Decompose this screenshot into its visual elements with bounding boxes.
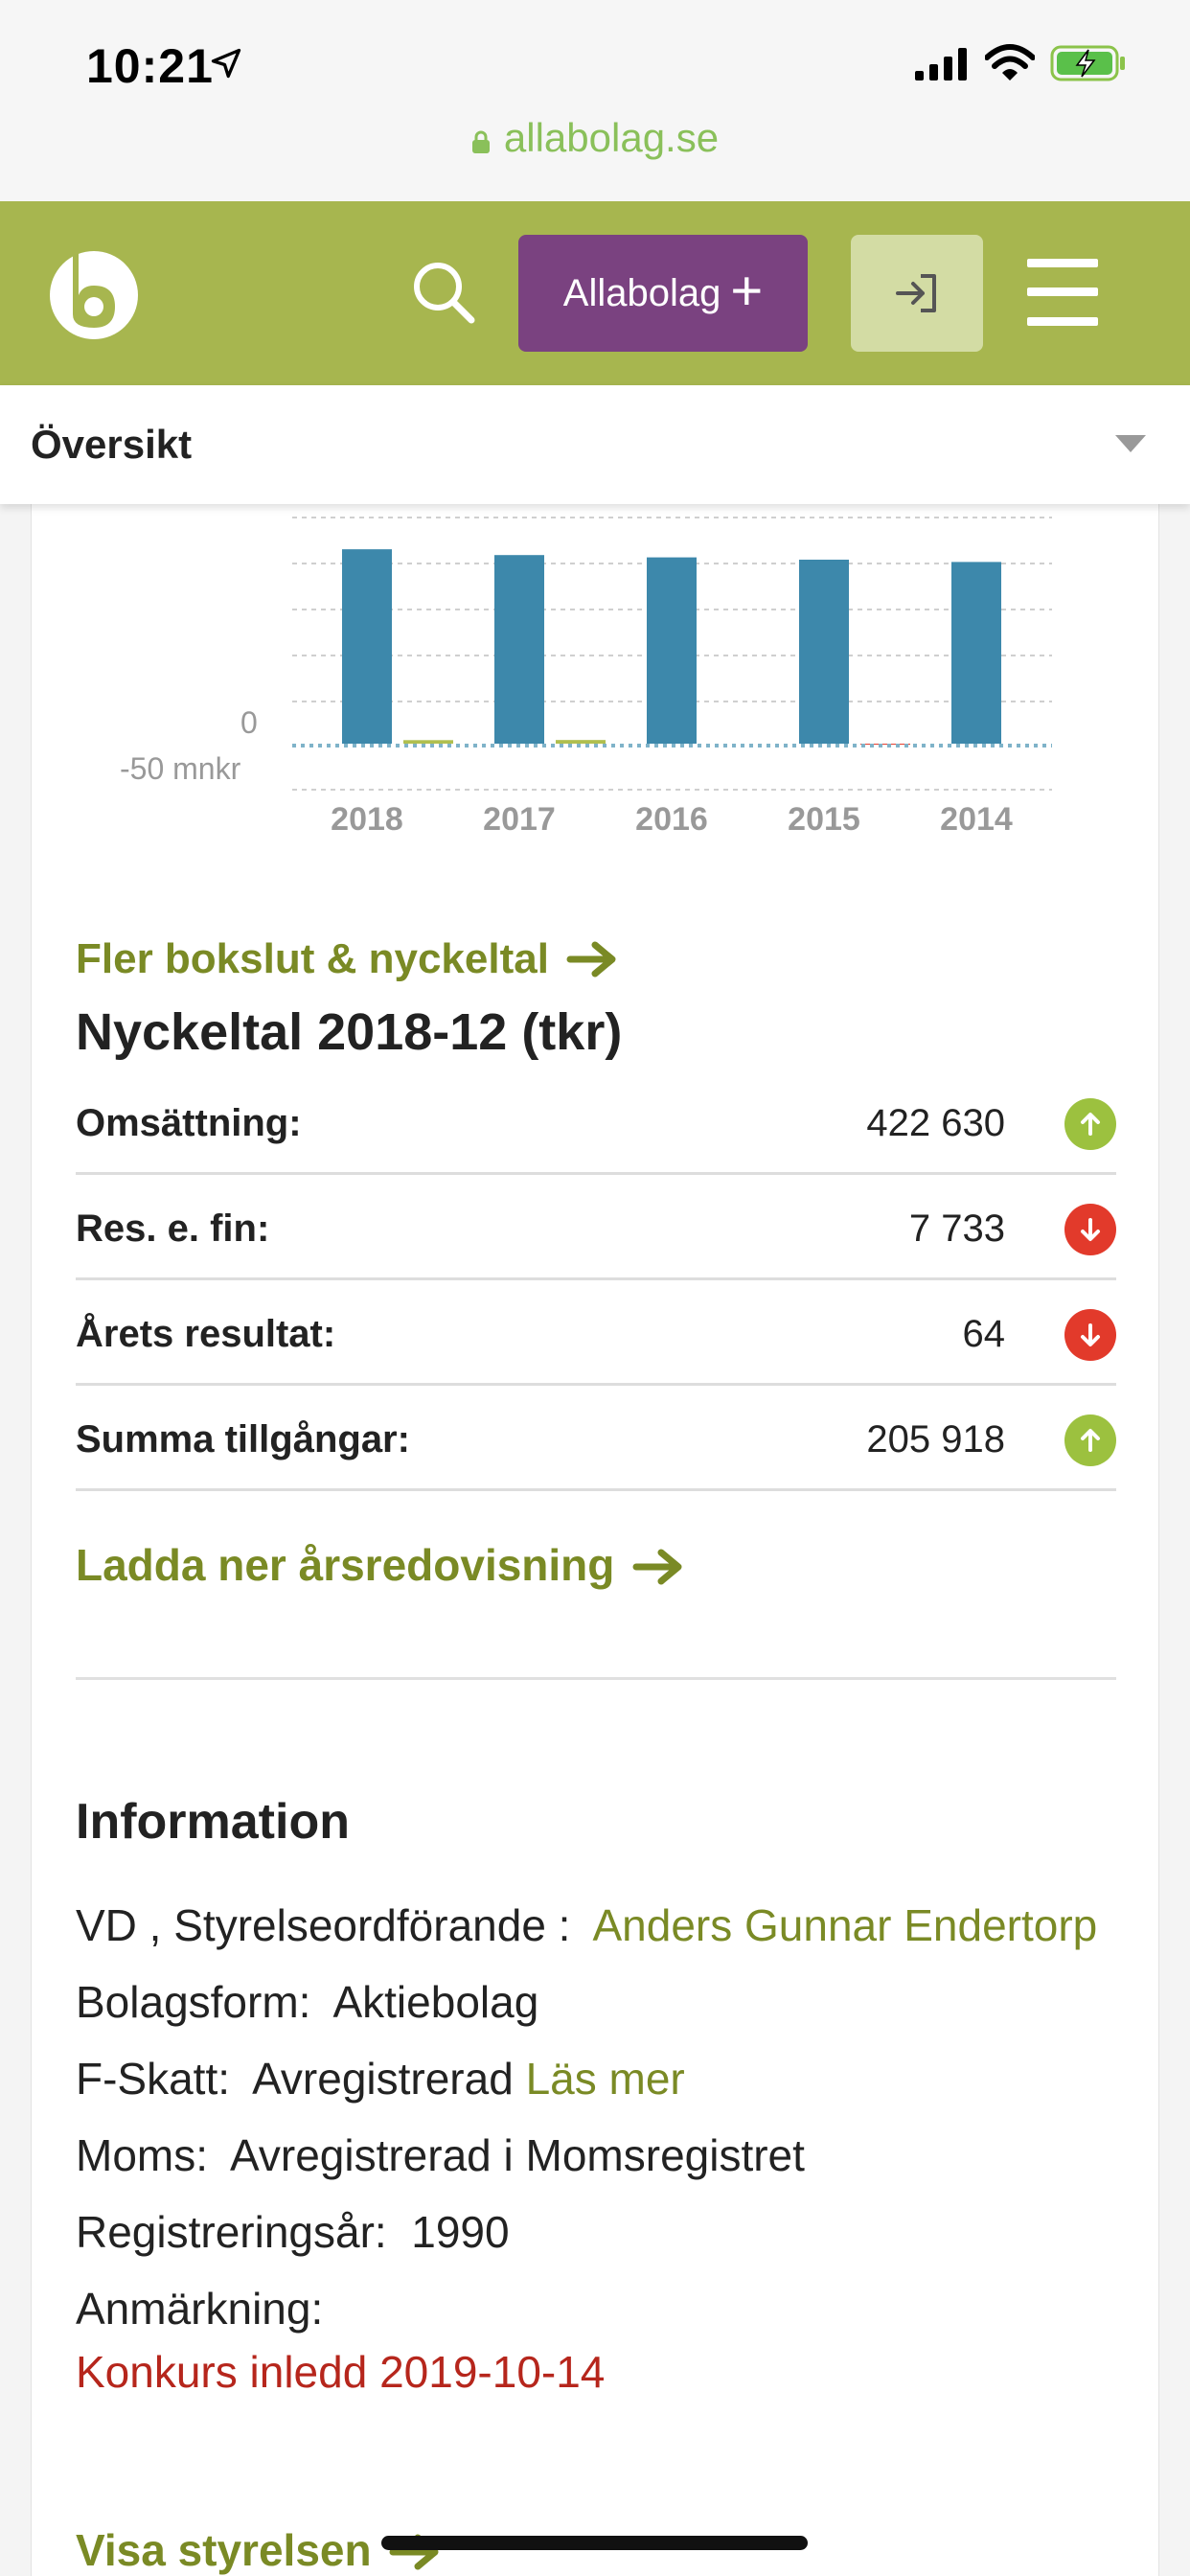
plus-icon: + [730,260,764,322]
information-heading: Information [76,1794,350,1850]
row-value: 64 [962,1313,1005,1355]
section-title: Översikt [31,422,193,467]
financial-chart [32,504,1160,849]
x-tick-2017: 2017 [483,801,556,838]
url-text: allabolag.se [503,115,720,160]
show-board-link[interactable] [76,2524,443,2576]
row-value: 422 630 [866,1102,1005,1144]
clock: 10:21 [86,39,214,93]
fskatt-value: Avregistrerad [252,2054,514,2104]
table-row [76,1386,1116,1491]
y-tick-neg50: -50 mnkr [120,751,241,786]
bolagsform-label: Bolagsform: [76,1977,311,2027]
reg-label: Registreringsår: [76,2207,387,2257]
x-tick-2016: 2016 [635,801,708,838]
lock-icon [471,130,491,153]
row-value: 7 733 [908,1208,1005,1250]
vd-label: VD , Styrelseordförande : [76,1900,571,1950]
trend-down-icon [1064,1204,1116,1255]
bolagsform-value: Aktiebolag [332,1977,539,2027]
bar-2015-primary [799,560,849,744]
bar-2018-primary [342,549,392,744]
login-button[interactable] [851,235,983,352]
allabolag-plus-label: Allabolag [562,271,721,314]
table-row [76,1280,1116,1386]
logo-icon[interactable] [44,240,144,343]
hamburger-icon[interactable] [1027,257,1098,328]
bar-2015-secondary [860,744,910,745]
bar-2016-primary [647,558,697,744]
info-fskatt [76,2047,1116,2110]
read-more-link[interactable]: Läs mer [525,2054,685,2104]
login-icon [894,272,940,314]
info-anmarkning [76,2277,1116,2404]
section-dropdown[interactable] [0,385,1190,504]
signal-icon [915,48,969,80]
show-board-label: Visa styrelsen [76,2525,372,2575]
fskatt-label: F-Skatt: [76,2054,231,2104]
y-tick-0: 0 [240,705,258,740]
moms-label: Moms: [76,2130,208,2180]
section-divider [76,1677,1116,1680]
row-label: Omsättning: [76,1102,302,1144]
information-list [76,1894,1116,2404]
anm-label: Anmärkning: [76,2284,324,2334]
more-financials-link[interactable] [76,935,620,983]
table-row [76,1175,1116,1280]
x-tick-2018: 2018 [331,801,403,838]
nyckeltal-title: Nyckeltal 2018-12 (tkr) [76,1003,623,1061]
chart-svg [32,504,1160,792]
row-label: Årets resultat: [76,1313,336,1355]
arrow-right-icon [566,940,620,978]
bar-2017-secondary [556,740,606,744]
x-tick-2014: 2014 [940,801,1013,838]
row-label: Summa tillgångar: [76,1418,410,1460]
download-label: Ladda ner årsredovisning [76,1540,615,1590]
more-financials-label: Fler bokslut & nyckeltal [76,935,549,982]
site-header [0,201,1190,385]
moms-value: Avregistrerad i Momsregistret [230,2130,805,2180]
arrow-right-icon [632,1548,686,1586]
wifi-icon [985,44,1035,82]
vd-name-link[interactable]: Anders Gunnar Endertorp [592,1900,1098,1950]
trend-down-icon [1064,1309,1116,1361]
status-bar [0,0,1190,201]
bar-2017-primary [494,555,544,744]
x-tick-2015: 2015 [788,801,860,838]
home-indicator [381,2536,808,2550]
download-annual-report-link[interactable] [76,1539,686,1591]
info-moms [76,2124,1116,2187]
company-card [31,504,1159,2576]
bar-2014-primary [951,562,1001,744]
info-registreringsar [76,2200,1116,2264]
row-label: Res. e. fin: [76,1208,270,1250]
anm-value: Konkurs inledd 2019-10-14 [76,2347,606,2397]
info-bolagsform [76,1970,1116,2034]
allabolag-plus-button[interactable] [518,235,808,352]
trend-up-icon [1064,1098,1116,1150]
bar-2018-secondary [403,740,453,744]
info-vd [76,1894,1116,1957]
search-icon[interactable] [410,259,477,326]
row-value: 205 918 [866,1418,1005,1460]
location-arrow-icon [209,46,243,80]
reg-value: 1990 [411,2207,510,2257]
battery-charging-icon [1050,44,1127,82]
chevron-down-icon[interactable] [1115,435,1146,452]
table-row [76,1070,1116,1175]
trend-up-icon [1064,1414,1116,1466]
nyckeltal-table [76,1070,1116,1491]
url-bar[interactable] [0,115,1190,161]
